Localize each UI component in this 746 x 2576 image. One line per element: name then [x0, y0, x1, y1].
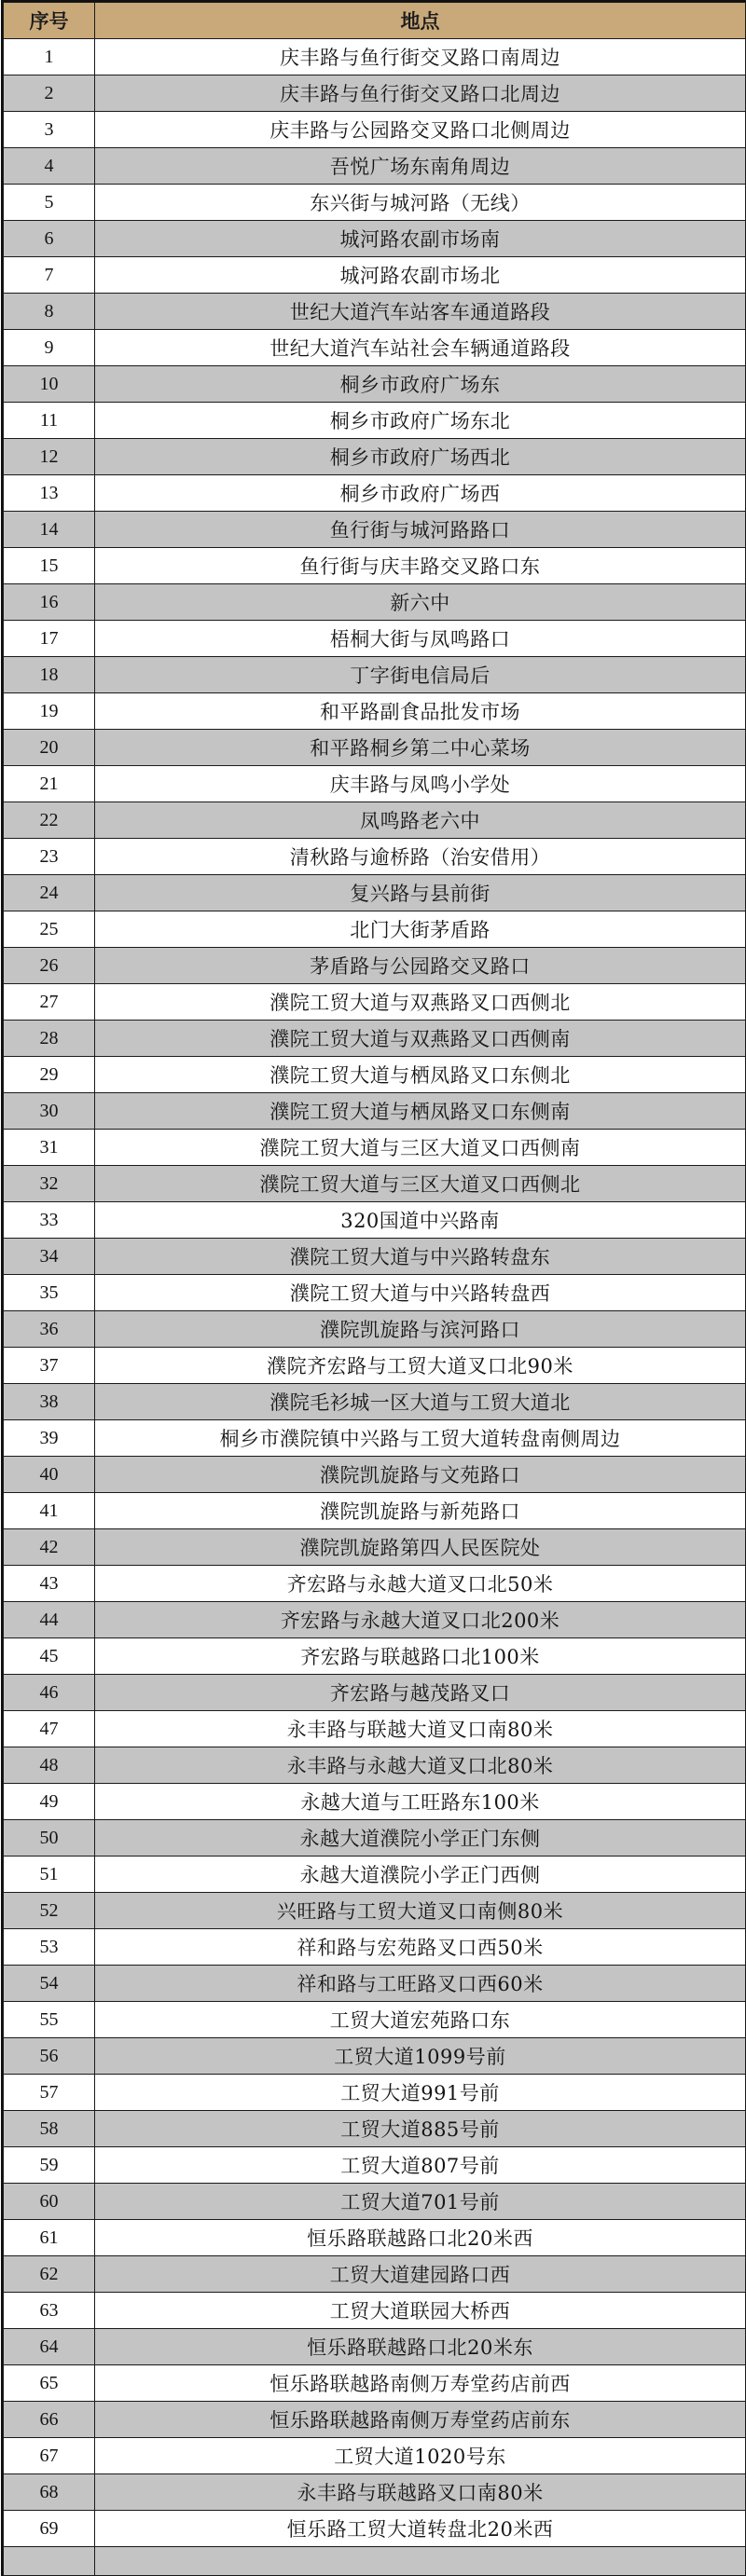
row-location: 濮院工贸大道与中兴路转盘西	[95, 1275, 746, 1311]
row-location: 齐宏路与联越路口北100米	[95, 1638, 746, 1675]
row-location: 濮院凯旋路与新苑路口	[95, 1493, 746, 1529]
row-serial-number: 66	[4, 2402, 95, 2438]
row-location: 濮院毛衫城一区大道与工贸大道北	[95, 1384, 746, 1420]
row-location: 鱼行街与庆丰路交叉路口东	[95, 548, 746, 584]
row-location: 永越大道濮院小学正门西侧	[95, 1857, 746, 1893]
table-row	[4, 1893, 746, 1929]
table-row	[4, 2293, 746, 2329]
row-serial-number: 26	[4, 948, 95, 984]
row-serial-number: 23	[4, 839, 95, 875]
row-location: 恒乐路联越路口北20米西	[95, 2220, 746, 2256]
row-location: 工贸大道联园大桥西	[95, 2293, 746, 2329]
row-location: 濮院工贸大道与双燕路叉口西侧北	[95, 984, 746, 1021]
row-location: 桐乡市政府广场东北	[95, 403, 746, 439]
row-serial-number: 30	[4, 1093, 95, 1130]
row-location: 新六中	[95, 584, 746, 621]
row-serial-number	[4, 2547, 95, 2576]
row-location: 庆丰路与凤鸣小学处	[95, 766, 746, 802]
table-row	[4, 2147, 746, 2184]
row-serial-number: 12	[4, 439, 95, 475]
header-serial-number: 序号	[4, 3, 95, 39]
row-location: 恒乐路联越路南侧万寿堂药店前西	[95, 2365, 746, 2402]
row-serial-number: 13	[4, 475, 95, 512]
row-serial-number: 57	[4, 2075, 95, 2111]
row-serial-number: 16	[4, 584, 95, 621]
table-row	[4, 1457, 746, 1493]
table-row	[4, 2547, 746, 2576]
table-row	[4, 1420, 746, 1457]
row-location: 永越大道濮院小学正门东侧	[95, 1820, 746, 1857]
table-row	[4, 1493, 746, 1529]
table-body	[4, 39, 746, 2576]
row-location: 吾悦广场东南角周边	[95, 148, 746, 185]
table-row	[4, 112, 746, 148]
row-location: 永丰路与联越大道叉口南80米	[95, 1711, 746, 1747]
row-serial-number: 19	[4, 693, 95, 730]
header-row	[4, 3, 746, 39]
table-row	[4, 839, 746, 875]
row-location: 北门大街茅盾路	[95, 911, 746, 948]
table-row	[4, 148, 746, 185]
table-row	[4, 584, 746, 621]
row-serial-number: 35	[4, 1275, 95, 1311]
table-row	[4, 1384, 746, 1420]
row-serial-number: 39	[4, 1420, 95, 1457]
table-row	[4, 1747, 746, 1784]
row-serial-number: 50	[4, 1820, 95, 1857]
row-location: 永丰路与联越路叉口南80米	[95, 2474, 746, 2511]
table-row	[4, 185, 746, 221]
table-row	[4, 294, 746, 330]
table-row	[4, 1021, 746, 1057]
row-location: 工贸大道991号前	[95, 2075, 746, 2111]
row-location: 恒乐路联越路南侧万寿堂药店前东	[95, 2402, 746, 2438]
table-row	[4, 1602, 746, 1638]
table-row	[4, 802, 746, 839]
table-row	[4, 548, 746, 584]
row-location: 工贸大道1020号东	[95, 2438, 746, 2474]
row-serial-number: 28	[4, 1021, 95, 1057]
table-row	[4, 1857, 746, 1893]
table-row	[4, 512, 746, 548]
table-row	[4, 1820, 746, 1857]
row-serial-number: 61	[4, 2220, 95, 2256]
row-serial-number: 64	[4, 2329, 95, 2365]
row-location: 复兴路与县前街	[95, 875, 746, 911]
row-location: 和平路副食品批发市场	[95, 693, 746, 730]
row-location: 濮院工贸大道与双燕路叉口西侧南	[95, 1021, 746, 1057]
row-serial-number: 60	[4, 2184, 95, 2220]
row-location: 桐乡市政府广场东	[95, 366, 746, 403]
table-row	[4, 621, 746, 657]
row-location: 庆丰路与鱼行街交叉路口北周边	[95, 75, 746, 112]
table-row	[4, 948, 746, 984]
row-location: 濮院凯旋路与文苑路口	[95, 1457, 746, 1493]
table-row	[4, 2038, 746, 2075]
table-row	[4, 1057, 746, 1093]
row-serial-number: 4	[4, 148, 95, 185]
row-serial-number: 69	[4, 2511, 95, 2547]
row-location: 齐宏路与永越大道叉口北50米	[95, 1566, 746, 1602]
row-location: 濮院工贸大道与三区大道叉口西侧南	[95, 1130, 746, 1166]
row-serial-number: 47	[4, 1711, 95, 1747]
table-row	[4, 2402, 746, 2438]
table-row	[4, 2474, 746, 2511]
row-location: 濮院工贸大道与栖凤路叉口东侧南	[95, 1093, 746, 1130]
row-serial-number: 32	[4, 1166, 95, 1202]
row-location: 世纪大道汽车站客车通道路段	[95, 294, 746, 330]
row-location: 工贸大道885号前	[95, 2111, 746, 2147]
row-serial-number: 2	[4, 75, 95, 112]
row-serial-number: 6	[4, 221, 95, 257]
table-row	[4, 1166, 746, 1202]
table-row	[4, 2111, 746, 2147]
row-serial-number: 25	[4, 911, 95, 948]
table-row	[4, 1348, 746, 1384]
row-serial-number: 44	[4, 1602, 95, 1638]
row-location: 恒乐路联越路口北20米东	[95, 2329, 746, 2365]
row-serial-number: 18	[4, 657, 95, 693]
row-serial-number: 22	[4, 802, 95, 839]
table-row	[4, 1093, 746, 1130]
table-row	[4, 1566, 746, 1602]
row-serial-number: 68	[4, 2474, 95, 2511]
table-row	[4, 984, 746, 1021]
row-serial-number: 55	[4, 2002, 95, 2038]
row-location: 濮院齐宏路与工贸大道叉口北90米	[95, 1348, 746, 1384]
row-location: 工贸大道宏苑路口东	[95, 2002, 746, 2038]
row-serial-number: 17	[4, 621, 95, 657]
row-location: 齐宏路与越茂路叉口	[95, 1675, 746, 1711]
row-serial-number: 10	[4, 366, 95, 403]
row-serial-number: 43	[4, 1566, 95, 1602]
table-row	[4, 2438, 746, 2474]
table-row	[4, 1966, 746, 2002]
row-location: 齐宏路与永越大道叉口北200米	[95, 1602, 746, 1638]
location-table	[3, 2, 746, 2576]
table-row	[4, 2002, 746, 2038]
row-location: 工贸大道1099号前	[95, 2038, 746, 2075]
row-serial-number: 5	[4, 185, 95, 221]
row-serial-number: 63	[4, 2293, 95, 2329]
row-serial-number: 27	[4, 984, 95, 1021]
row-serial-number: 46	[4, 1675, 95, 1711]
table-row	[4, 39, 746, 75]
row-location: 丁字街电信局后	[95, 657, 746, 693]
row-serial-number: 53	[4, 1929, 95, 1966]
row-location: 茅盾路与公园路交叉路口	[95, 948, 746, 984]
row-serial-number: 52	[4, 1893, 95, 1929]
table-row	[4, 1202, 746, 1239]
row-serial-number: 65	[4, 2365, 95, 2402]
table-row	[4, 2511, 746, 2547]
table-row	[4, 403, 746, 439]
row-location: 工贸大道701号前	[95, 2184, 746, 2220]
row-serial-number: 48	[4, 1747, 95, 1784]
table-row	[4, 1275, 746, 1311]
row-location: 兴旺路与工贸大道叉口南侧80米	[95, 1893, 746, 1929]
row-location: 和平路桐乡第二中心菜场	[95, 730, 746, 766]
table-row	[4, 2184, 746, 2220]
table-row	[4, 257, 746, 294]
row-serial-number: 67	[4, 2438, 95, 2474]
table-row	[4, 1784, 746, 1820]
row-location	[95, 2547, 746, 2576]
row-serial-number: 1	[4, 39, 95, 75]
row-location: 城河路农副市场南	[95, 221, 746, 257]
table-row	[4, 657, 746, 693]
table-row	[4, 2329, 746, 2365]
table-row	[4, 75, 746, 112]
row-serial-number: 9	[4, 330, 95, 366]
row-location: 桐乡市濮院镇中兴路与工贸大道转盘南侧周边	[95, 1420, 746, 1457]
table-row	[4, 221, 746, 257]
row-location: 工贸大道建园路口西	[95, 2256, 746, 2293]
row-serial-number: 56	[4, 2038, 95, 2075]
table-header	[4, 3, 746, 39]
row-serial-number: 59	[4, 2147, 95, 2184]
row-location: 桐乡市政府广场西北	[95, 439, 746, 475]
row-serial-number: 8	[4, 294, 95, 330]
table-row	[4, 1239, 746, 1275]
row-serial-number: 41	[4, 1493, 95, 1529]
row-serial-number: 31	[4, 1130, 95, 1166]
table-row	[4, 1929, 746, 1966]
row-location: 凤鸣路老六中	[95, 802, 746, 839]
table-row	[4, 1638, 746, 1675]
row-serial-number: 38	[4, 1384, 95, 1420]
row-location: 庆丰路与公园路交叉路口北侧周边	[95, 112, 746, 148]
table-row	[4, 439, 746, 475]
row-location: 工贸大道807号前	[95, 2147, 746, 2184]
row-location: 濮院工贸大道与栖凤路叉口东侧北	[95, 1057, 746, 1093]
row-location: 桐乡市政府广场西	[95, 475, 746, 512]
table-row	[4, 475, 746, 512]
table-row	[4, 2220, 746, 2256]
row-serial-number: 7	[4, 257, 95, 294]
row-serial-number: 15	[4, 548, 95, 584]
row-location: 梧桐大街与凤鸣路口	[95, 621, 746, 657]
table-row	[4, 366, 746, 403]
row-location: 永越大道与工旺路东100米	[95, 1784, 746, 1820]
table-row	[4, 1675, 746, 1711]
row-serial-number: 37	[4, 1348, 95, 1384]
table-row	[4, 911, 746, 948]
row-serial-number: 49	[4, 1784, 95, 1820]
row-serial-number: 34	[4, 1239, 95, 1275]
table-row	[4, 2256, 746, 2293]
row-serial-number: 11	[4, 403, 95, 439]
row-serial-number: 14	[4, 512, 95, 548]
row-serial-number: 21	[4, 766, 95, 802]
row-location: 祥和路与工旺路叉口西60米	[95, 1966, 746, 2002]
table-row	[4, 330, 746, 366]
table-row	[4, 2365, 746, 2402]
table-row	[4, 875, 746, 911]
row-serial-number: 51	[4, 1857, 95, 1893]
row-location: 濮院工贸大道与中兴路转盘东	[95, 1239, 746, 1275]
row-location: 东兴街与城河路（无线）	[95, 185, 746, 221]
row-location: 城河路农副市场北	[95, 257, 746, 294]
row-location: 清秋路与逾桥路（治安借用）	[95, 839, 746, 875]
table-row	[4, 730, 746, 766]
row-serial-number: 33	[4, 1202, 95, 1239]
row-location: 永丰路与永越大道叉口北80米	[95, 1747, 746, 1784]
row-serial-number: 54	[4, 1966, 95, 2002]
row-serial-number: 45	[4, 1638, 95, 1675]
row-location: 鱼行街与城河路路口	[95, 512, 746, 548]
table-row	[4, 1130, 746, 1166]
table-row	[4, 2075, 746, 2111]
row-serial-number: 3	[4, 112, 95, 148]
row-location: 恒乐路工贸大道转盘北20米西	[95, 2511, 746, 2547]
row-location: 祥和路与宏苑路叉口西50米	[95, 1929, 746, 1966]
location-table-sheet	[1, 0, 746, 2576]
row-location: 濮院工贸大道与三区大道叉口西侧北	[95, 1166, 746, 1202]
row-serial-number: 36	[4, 1311, 95, 1348]
row-location: 世纪大道汽车站社会车辆通道路段	[95, 330, 746, 366]
row-location: 濮院凯旋路第四人民医院处	[95, 1529, 746, 1566]
row-serial-number: 40	[4, 1457, 95, 1493]
header-location: 地点	[95, 3, 746, 39]
row-serial-number: 42	[4, 1529, 95, 1566]
table-row	[4, 1311, 746, 1348]
table-row	[4, 766, 746, 802]
row-location: 320国道中兴路南	[95, 1202, 746, 1239]
row-location: 濮院凯旋路与滨河路口	[95, 1311, 746, 1348]
row-serial-number: 58	[4, 2111, 95, 2147]
table-row	[4, 1711, 746, 1747]
table-row	[4, 1529, 746, 1566]
row-serial-number: 29	[4, 1057, 95, 1093]
row-location: 庆丰路与鱼行街交叉路口南周边	[95, 39, 746, 75]
table-row	[4, 693, 746, 730]
row-serial-number: 62	[4, 2256, 95, 2293]
row-serial-number: 24	[4, 875, 95, 911]
row-serial-number: 20	[4, 730, 95, 766]
